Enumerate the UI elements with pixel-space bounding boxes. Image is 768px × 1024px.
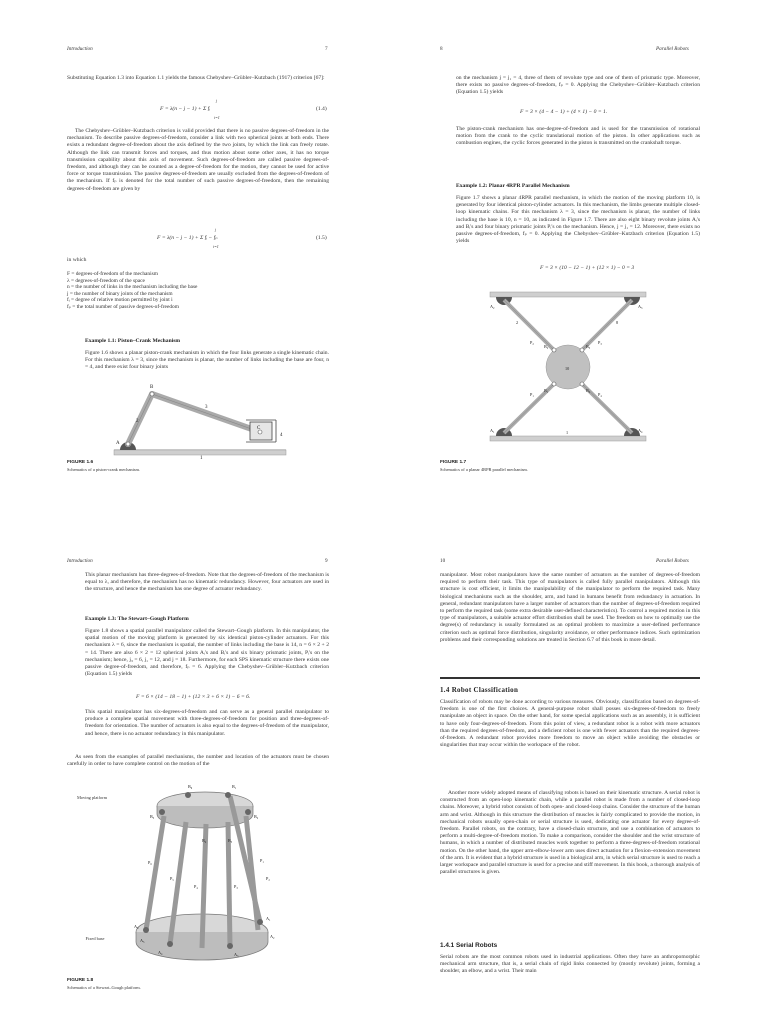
paragraph: Another more widely adopted means of classifying robots is based on their kinematic structure. A serial robot is constructed from an open-loop kinematic chain, while a parallel robot is made from a number of closed-loop chains. Moreover, a hybrid robot consists of both open- and closed-loop chains. Consider the structure of the human arm and wrist. Although in this structure the distribution of muscles is fairly complicated to provide the motion, in mechanical robots usually open-chain or serial structure is used, dedicating one actuator for every degree-of-freedom. Parallel robots, on the contrary, have a closed-chain structure, and use a combination of actuators to perform a multi-degree-of-freedom motion. To make a comparison, consider the shoulder and the wrist structure of humans, in which a number of distributed muscles work together to perform a three-degrees-of-freedom rotational motion. On the other hand, the upper arm-elbow-lower arm uses direct actuation for a flexion–extension movement of the arm. It is evident that a hybrid structure is used in a biological arm, in which serial structure is used to reach a larger workspace and parallel structure is used for a precise and stiff movement. In this book, a thorough analysis of parallel structures is given. bbox=[440, 790, 700, 876]
page-number: 7 bbox=[325, 46, 328, 52]
sum-lower-limit: i=1 bbox=[213, 244, 219, 249]
list-item: F = degrees-of-freedom of the mechanism bbox=[67, 271, 158, 277]
joint-b2 bbox=[245, 809, 251, 815]
page-number: 8 bbox=[440, 46, 443, 52]
joint-a6 bbox=[143, 927, 149, 933]
list-item: fₚ = the total number of passive degrees-of-freedom bbox=[67, 303, 179, 310]
joint-b1 bbox=[552, 382, 556, 386]
page-number: 9 bbox=[325, 558, 328, 564]
label-b: B bbox=[150, 385, 154, 390]
figure-title: FIGURE 1.6 bbox=[67, 460, 94, 465]
example-title: Example 1.1: Piston–Crank Mechanism bbox=[85, 338, 181, 344]
paragraph: The piston-crank mechanism has one-degree-of-freedom and is used for the transmission of rotational motion from the crank to the cyclic translational motion of the piston. In other applications such as combustion engines, the cyclic forces generated in the piston is transmitted on the crankshaft torque. bbox=[456, 126, 700, 147]
definitions-list bbox=[67, 271, 329, 311]
label-b4: B₄ bbox=[586, 388, 591, 393]
joint-a1 bbox=[257, 919, 263, 925]
coupler-link-outline bbox=[152, 394, 260, 432]
running-header-right: Parallel Robots bbox=[656, 558, 689, 564]
label-2: 2 bbox=[136, 419, 139, 424]
joint-b6 bbox=[185, 792, 191, 798]
label-p4: P₄ bbox=[598, 392, 602, 397]
label-b2: B₂ bbox=[544, 344, 549, 349]
in-which-label: in which bbox=[67, 257, 87, 263]
equation: F = 6 × (14 − 18 − 1) + (12 × 3 + 6 × 1) − 6 = 6. bbox=[136, 694, 251, 700]
paragraph: Serial robots are the most common robots used in industrial applications. Often they have an anthropomorphic mechanical arm structure, that is, a serial chain of rigid links connected by (mostly revolute) joints, forming a shoulder, an elbow, and a wrist. Their main bbox=[440, 954, 700, 975]
label-10: 10 bbox=[565, 366, 570, 371]
figure-caption: Schematics of a Stewart–Gough platform. bbox=[67, 985, 141, 990]
label-a2: A₂ bbox=[270, 934, 275, 939]
joint-a3 bbox=[227, 943, 233, 949]
figure-1-8-stewart-gough bbox=[110, 782, 290, 972]
paragraph: Classification of robots may be done according to various measures. Obviously, classification based on degrees-of-freedom is one of the first choices. A general-purpose robot shall posses six-degrees-of-freedom to freely manipulate an object in space. On the other hand, for some special applications such as an assembly, it is sufficient to have only four-degrees-of-freedom. From this point of view, a redundant robot is a robot with more actuators than the required degrees-of-freedom, and a deficient robot is one with fewer actuators than the required degrees-of-freedom. A redundant robot provides more freedom to move an object while avoiding the obstacles or singularities that may occur within the workspace of the robot. bbox=[440, 699, 700, 749]
equation: F = 3 × (10 − 12 − 1) + (12 × 1) − 0 = 3 bbox=[540, 265, 635, 271]
figure-1-7-planar-4rpr bbox=[488, 288, 648, 452]
figure-1-6-piston-crank bbox=[110, 380, 290, 460]
joint-a4 bbox=[167, 941, 173, 947]
page-10 bbox=[384, 512, 768, 1024]
label-b4: B₄ bbox=[202, 838, 207, 843]
label-a6: A₆ bbox=[134, 924, 139, 929]
base-link bbox=[114, 450, 286, 455]
equation-1-5: F = λ(n − j − 1) + Σ fᵢ − fₚ bbox=[157, 235, 218, 241]
label-b3: B₃ bbox=[586, 344, 591, 349]
label-b1: B₁ bbox=[232, 784, 237, 789]
example-text: Figure 1.6 shows a planar piston-crank mechanism in which the four links generate a single kinematic chain. For this mechanism λ = 3, since the mechanism is planar, the number of links including the base are four, n = 4, and there exist four binary joints bbox=[85, 350, 329, 371]
figure-caption: Schematics of a piston-crank mechanism. bbox=[67, 467, 141, 472]
list-item: λ = degrees-of-freedom of the space bbox=[67, 277, 145, 284]
joint-b3 bbox=[580, 348, 584, 352]
figure-title: FIGURE 1.7 bbox=[440, 460, 467, 465]
label-a3: A₃ bbox=[234, 952, 239, 957]
crank-link-outline bbox=[128, 394, 152, 444]
paragraph: This planar mechanism has three-degrees-of-freedom. Note that the degrees-of-freedom of the mechanism is equal to λ, and therefore, the mechanism has no kinematic redundancy. However, four actuators are used in the structure, and hence the mechanism has one degree of actuator redundancy. bbox=[85, 572, 329, 593]
paragraph: The Chebyshev–Grübler–Kutzbach criterion is valid provided that there is no passive degrees-of-freedom in the mechanism. To describe passive degrees-of-freedom, consider a link with two spherical joints at both ends. There exists a redundant degree-of-freedom about the axis defined by the two joints, by which the link can freely rotate. Although the link can transmit forces and torques, and thus motion about some other axes, it has no torque transmission capability about this axis of movement. Such degrees-of-freedom are called passive degrees-of-freedom, and although they can be counted as a degree-of-freedom for the motion, they cannot be used for active force or torque transmission. The passive degrees-of-freedom are usually excluded from the degrees-of-freedom of the mechanism. If fₚ is denoted for the total number of such passive degrees-of-freedom, then the remaining degrees-of-freedom are given by bbox=[67, 128, 329, 192]
label-p3: P₃ bbox=[234, 884, 238, 889]
paragraph: Substituting Equation 1.3 into Equation 1.1 yields the famous Chebyshev–Grübler–Kutzbach (1917) criterion [67]: bbox=[67, 75, 325, 81]
label-a5: A₅ bbox=[140, 938, 145, 943]
bottom-base bbox=[490, 436, 646, 441]
label-8: 8 bbox=[616, 320, 619, 325]
label-a2: A₂ bbox=[490, 304, 495, 309]
moving-platform-label: Moving platform bbox=[76, 795, 108, 800]
joint-b2 bbox=[552, 348, 556, 352]
label-a: A bbox=[116, 441, 120, 446]
page-number: 10 bbox=[440, 558, 446, 564]
label-p2: P₂ bbox=[266, 876, 270, 881]
label-a1: A₁ bbox=[490, 428, 495, 433]
running-header-left: Introduction bbox=[67, 46, 93, 52]
joint-b4 bbox=[580, 382, 584, 386]
label-b6: B₆ bbox=[188, 784, 193, 789]
label-p3: P₃ bbox=[598, 340, 602, 345]
equation-number: (1.4) bbox=[316, 106, 327, 112]
list-item: j = the number of binary joints of the mechanism bbox=[67, 290, 173, 297]
label-b2: B₂ bbox=[254, 814, 259, 819]
example-text: Figure 1.7 shows a planar 4RPR parallel mechanism, in which the motion of the moving platform 10, is generated by four identical piston-cylinder actuators. In this mechanism, the limbs generate multiple closed-loop kinematic chains. For this mechanism λ = 3, since the mechanism is planar, the number of links including the base is 10, n = 10, as indicated in Figure 1.7. There are also eight binary revolute joints Aᵢ's and Bᵢ's and four binary prismatic joints Pᵢ's on the mechanism. Hence, j = j₁ = 12. Moreover, there exists no passive degrees-of-freedom, fₚ = 0. Applying the Chebyshev–Grübler–Kutzbach criterion (Equation 1.5) yields bbox=[456, 195, 700, 245]
label-p1: P₁ bbox=[260, 858, 264, 863]
fixed-base-label: Fixed base bbox=[85, 936, 105, 941]
running-header-left: Introduction bbox=[67, 558, 93, 564]
label-2: 2 bbox=[516, 320, 519, 325]
joint-b5 bbox=[159, 809, 165, 815]
label-p1: P₁ bbox=[530, 392, 534, 397]
figure-caption: Schematics of a planar 4RPR parallel mechanism. bbox=[440, 467, 528, 472]
label-1: 1 bbox=[200, 456, 203, 460]
subsection-title: 1.4.1 Serial Robots bbox=[440, 942, 498, 949]
joint-a-pin bbox=[126, 442, 130, 446]
example-title: Example 1.3: The Stewart–Gough Platform bbox=[85, 616, 189, 622]
section-title: 1.4 Robot Classification bbox=[440, 686, 519, 694]
sum-lower-limit: i=1 bbox=[214, 115, 220, 120]
label-c: C bbox=[257, 426, 261, 431]
joint-b bbox=[150, 392, 154, 396]
label-p5: P₅ bbox=[170, 876, 174, 881]
page-7 bbox=[0, 0, 384, 512]
label-p4: P₄ bbox=[194, 884, 198, 889]
paragraph: This spatial manipulator has six-degrees-of-freedom and can serve as a general parallel manipulator to produce a complete spatial movement with three-degrees-of-freedom for position and three-degrees-of-freedom for orientation. The number of actuators is also equal to the degrees-of-freedom of the manipulator, and hence, there is no actuator redundancy in this manipulator. bbox=[85, 709, 329, 737]
label-b5: B₅ bbox=[150, 814, 155, 819]
label-3: 3 bbox=[205, 405, 208, 410]
label-b1: B₁ bbox=[544, 388, 549, 393]
leg-6 bbox=[146, 816, 164, 930]
section-rule bbox=[440, 677, 700, 679]
label-a4: A₄ bbox=[638, 428, 643, 433]
label-p6: P₆ bbox=[148, 860, 152, 865]
list-item: fᵢ = degree of relative motion permitted by joint i bbox=[67, 297, 173, 304]
equation-1-4: F = λ(n − j − 1) + Σ fᵢ bbox=[160, 106, 211, 112]
joint-b1 bbox=[225, 792, 231, 798]
equation-number: (1.5) bbox=[316, 235, 327, 241]
page-8 bbox=[384, 0, 768, 512]
label-a3: A₃ bbox=[638, 304, 643, 309]
paragraph: on the mechanism j = j₁ = 4, three of them of revolute type and one of them of prismatic type. Moreover, there exists no passive degrees-of-freedom, fₚ = 0. Applying the Chebyshev–Grübler–Kutzbach criterion (Equation 1.5) yields bbox=[456, 75, 700, 96]
top-base bbox=[490, 292, 646, 297]
running-header-right: Parallel Robots bbox=[656, 46, 689, 52]
label-1: 1 bbox=[566, 430, 569, 435]
page-9 bbox=[0, 512, 384, 1024]
sum-upper-limit: j bbox=[215, 227, 217, 232]
example-text: Figure 1.8 shows a spatial parallel manipulator called the Stewart–Gough platform. In this manipulator, the spatial motion of the moving platform is generated by six identical piston-cylinder actuators. For this mechanism λ = 6, since the mechanism is spatial, the number of links including the base is 14, n = 6 × 2 + 2 = 14. There are also 6 × 2 = 12 spherical joints Aᵢ's and Bᵢ's and six binary prismatic joints, Pᵢ's on the mechanism; hence, j₃ = 6, j₁ = 12, and j = 18. Furthermore, for each SPS kinematic structure there exists one passive degree-of-freedom, and therefore, fₚ = 6. Applying the Chebyshev–Grübler–Kutzbach criterion (Equation 1.5) yields bbox=[85, 628, 329, 678]
label-a4: A₄ bbox=[158, 950, 163, 955]
sum-upper-limit: j bbox=[216, 98, 218, 103]
label-4: 4 bbox=[280, 433, 283, 438]
list-item: n = the number of links in the mechanism including the base bbox=[67, 284, 198, 291]
equation: F = 3 × (4 − 4 − 1) + (4 × 1) − 0 = 1. bbox=[520, 109, 608, 115]
label-b3: B₃ bbox=[228, 838, 233, 843]
figure-title: FIGURE 1.8 bbox=[67, 978, 94, 983]
example-title: Example 1.2: Planar 4RPR Parallel Mechanism bbox=[456, 183, 570, 189]
paragraph: As seen from the examples of parallel mechanisms, the number and location of the actuators must be chosen carefully in order to have complete control on the motion of the bbox=[67, 754, 329, 768]
paragraph: manipulator. Most robot manipulators have the same number of actuators as the number of degrees-of-freedom required to perform their task. This type of manipulators is called fully parallel manipulators. Although this structure is cost efficient, it limits the manipulability of the manipulator to perform the required task. Many biological mechanisms such as the shoulder, arm, and hand in humans benefit from redundancy in actuation. In general, redundant manipulators have a larger number of actuators than the number of degrees-of-freedom required to perform the required task (some extra desirable user-defined characteristics). To control a required motion in this type of manipulators, a suitable actuator effort distribution shall be used. The freedom on how to optimally use the degree(s) of redundancy is usually formulated as an optimal problem to maximize a user-defined performance criterion such as optimal force distribution, singularity avoidance, or other performance indices. Such optimization problems and their corresponding solutions are treated in Section 6.7 of this book in more detail. bbox=[440, 572, 700, 643]
label-p2: P₂ bbox=[530, 340, 534, 345]
label-a1: A₁ bbox=[266, 916, 271, 921]
